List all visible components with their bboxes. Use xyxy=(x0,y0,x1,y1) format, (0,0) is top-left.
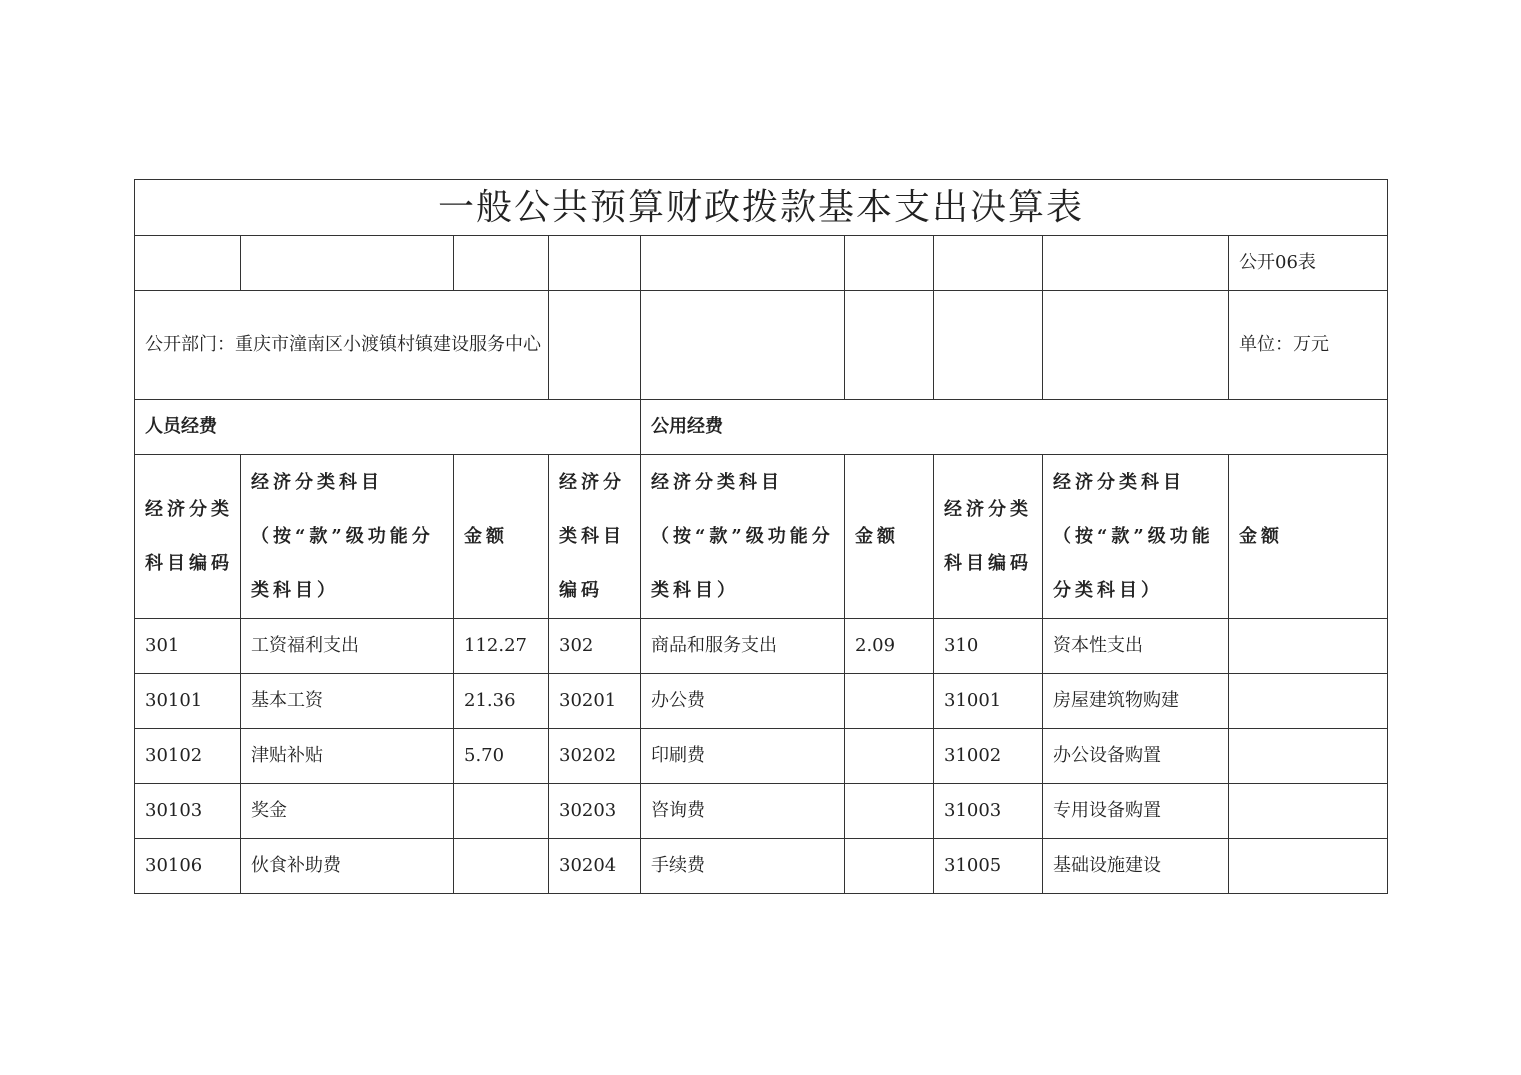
empty-cell xyxy=(241,236,454,291)
header-code-personnel: 经济分类科目编码 xyxy=(135,455,241,619)
public-name: 办公费 xyxy=(641,674,845,729)
capital-code: 310 xyxy=(934,619,1043,674)
personnel-amount: 5.70 xyxy=(454,729,549,784)
personnel-name: 工资福利支出 xyxy=(241,619,454,674)
header-amount-public: 金额 xyxy=(845,455,934,619)
public-amount xyxy=(845,674,934,729)
table-number: 公开06表 xyxy=(1229,236,1388,291)
public-code: 30202 xyxy=(549,729,641,784)
header-code-capital: 经济分类科目编码 xyxy=(934,455,1043,619)
table-number-row xyxy=(135,236,1388,291)
empty-cell xyxy=(641,291,845,400)
personnel-code: 30101 xyxy=(135,674,241,729)
personnel-amount xyxy=(454,784,549,839)
personnel-amount: 21.36 xyxy=(454,674,549,729)
header-name-capital: 经济分类科目（按“款”级功能分类科目） xyxy=(1043,455,1229,619)
capital-name: 房屋建筑物购建 xyxy=(1043,674,1229,729)
unit-label: 单位：万元 xyxy=(1229,291,1388,400)
capital-name: 资本性支出 xyxy=(1043,619,1229,674)
empty-cell xyxy=(934,291,1043,400)
public-name: 印刷费 xyxy=(641,729,845,784)
table-row xyxy=(135,674,1388,729)
public-name: 咨询费 xyxy=(641,784,845,839)
empty-cell xyxy=(845,291,934,400)
capital-amount xyxy=(1229,674,1388,729)
public-name: 手续费 xyxy=(641,839,845,894)
personnel-name: 基本工资 xyxy=(241,674,454,729)
capital-code: 31001 xyxy=(934,674,1043,729)
public-amount xyxy=(845,784,934,839)
empty-cell xyxy=(1043,291,1229,400)
public-name: 商品和服务支出 xyxy=(641,619,845,674)
header-amount-personnel: 金额 xyxy=(454,455,549,619)
personnel-name: 奖金 xyxy=(241,784,454,839)
header-name-public: 经济分类科目（按“款”级功能分类科目） xyxy=(641,455,845,619)
personnel-name: 伙食补助费 xyxy=(241,839,454,894)
department-label: 公开部门：重庆市潼南区小渡镇村镇建设服务中心 xyxy=(135,291,549,400)
public-code: 302 xyxy=(549,619,641,674)
empty-cell xyxy=(934,236,1043,291)
column-header-row xyxy=(135,455,1388,619)
public-amount xyxy=(845,729,934,784)
empty-cell xyxy=(135,236,241,291)
public-code: 30204 xyxy=(549,839,641,894)
capital-amount xyxy=(1229,729,1388,784)
section-row xyxy=(135,400,1388,455)
capital-code: 31005 xyxy=(934,839,1043,894)
capital-name: 办公设备购置 xyxy=(1043,729,1229,784)
header-name-personnel: 经济分类科目（按“款”级功能分类科目） xyxy=(241,455,454,619)
capital-amount xyxy=(1229,839,1388,894)
department-row xyxy=(135,291,1388,400)
personnel-code: 30102 xyxy=(135,729,241,784)
table-row xyxy=(135,839,1388,894)
public-code: 30203 xyxy=(549,784,641,839)
empty-cell xyxy=(1043,236,1229,291)
personnel-amount xyxy=(454,839,549,894)
capital-name: 基础设施建设 xyxy=(1043,839,1229,894)
table-row xyxy=(135,784,1388,839)
public-amount xyxy=(845,839,934,894)
empty-cell xyxy=(641,236,845,291)
table-row xyxy=(135,619,1388,674)
capital-amount xyxy=(1229,619,1388,674)
empty-cell xyxy=(454,236,549,291)
personnel-code: 30106 xyxy=(135,839,241,894)
header-code-public: 经济分类科目编码 xyxy=(549,455,641,619)
empty-cell xyxy=(549,291,641,400)
table-row xyxy=(135,729,1388,784)
table-title: 一般公共预算财政拨款基本支出决算表 xyxy=(135,180,1388,236)
budget-table xyxy=(134,179,1388,894)
title-row xyxy=(135,180,1388,236)
personnel-amount: 112.27 xyxy=(454,619,549,674)
public-amount: 2.09 xyxy=(845,619,934,674)
personnel-code: 301 xyxy=(135,619,241,674)
personnel-section-heading: 人员经费 xyxy=(135,400,641,455)
capital-amount xyxy=(1229,784,1388,839)
empty-cell xyxy=(549,236,641,291)
personnel-name: 津贴补贴 xyxy=(241,729,454,784)
capital-code: 31002 xyxy=(934,729,1043,784)
empty-cell xyxy=(845,236,934,291)
personnel-code: 30103 xyxy=(135,784,241,839)
public-code: 30201 xyxy=(549,674,641,729)
public-section-heading: 公用经费 xyxy=(641,400,1388,455)
capital-code: 31003 xyxy=(934,784,1043,839)
header-amount-capital: 金额 xyxy=(1229,455,1388,619)
capital-name: 专用设备购置 xyxy=(1043,784,1229,839)
